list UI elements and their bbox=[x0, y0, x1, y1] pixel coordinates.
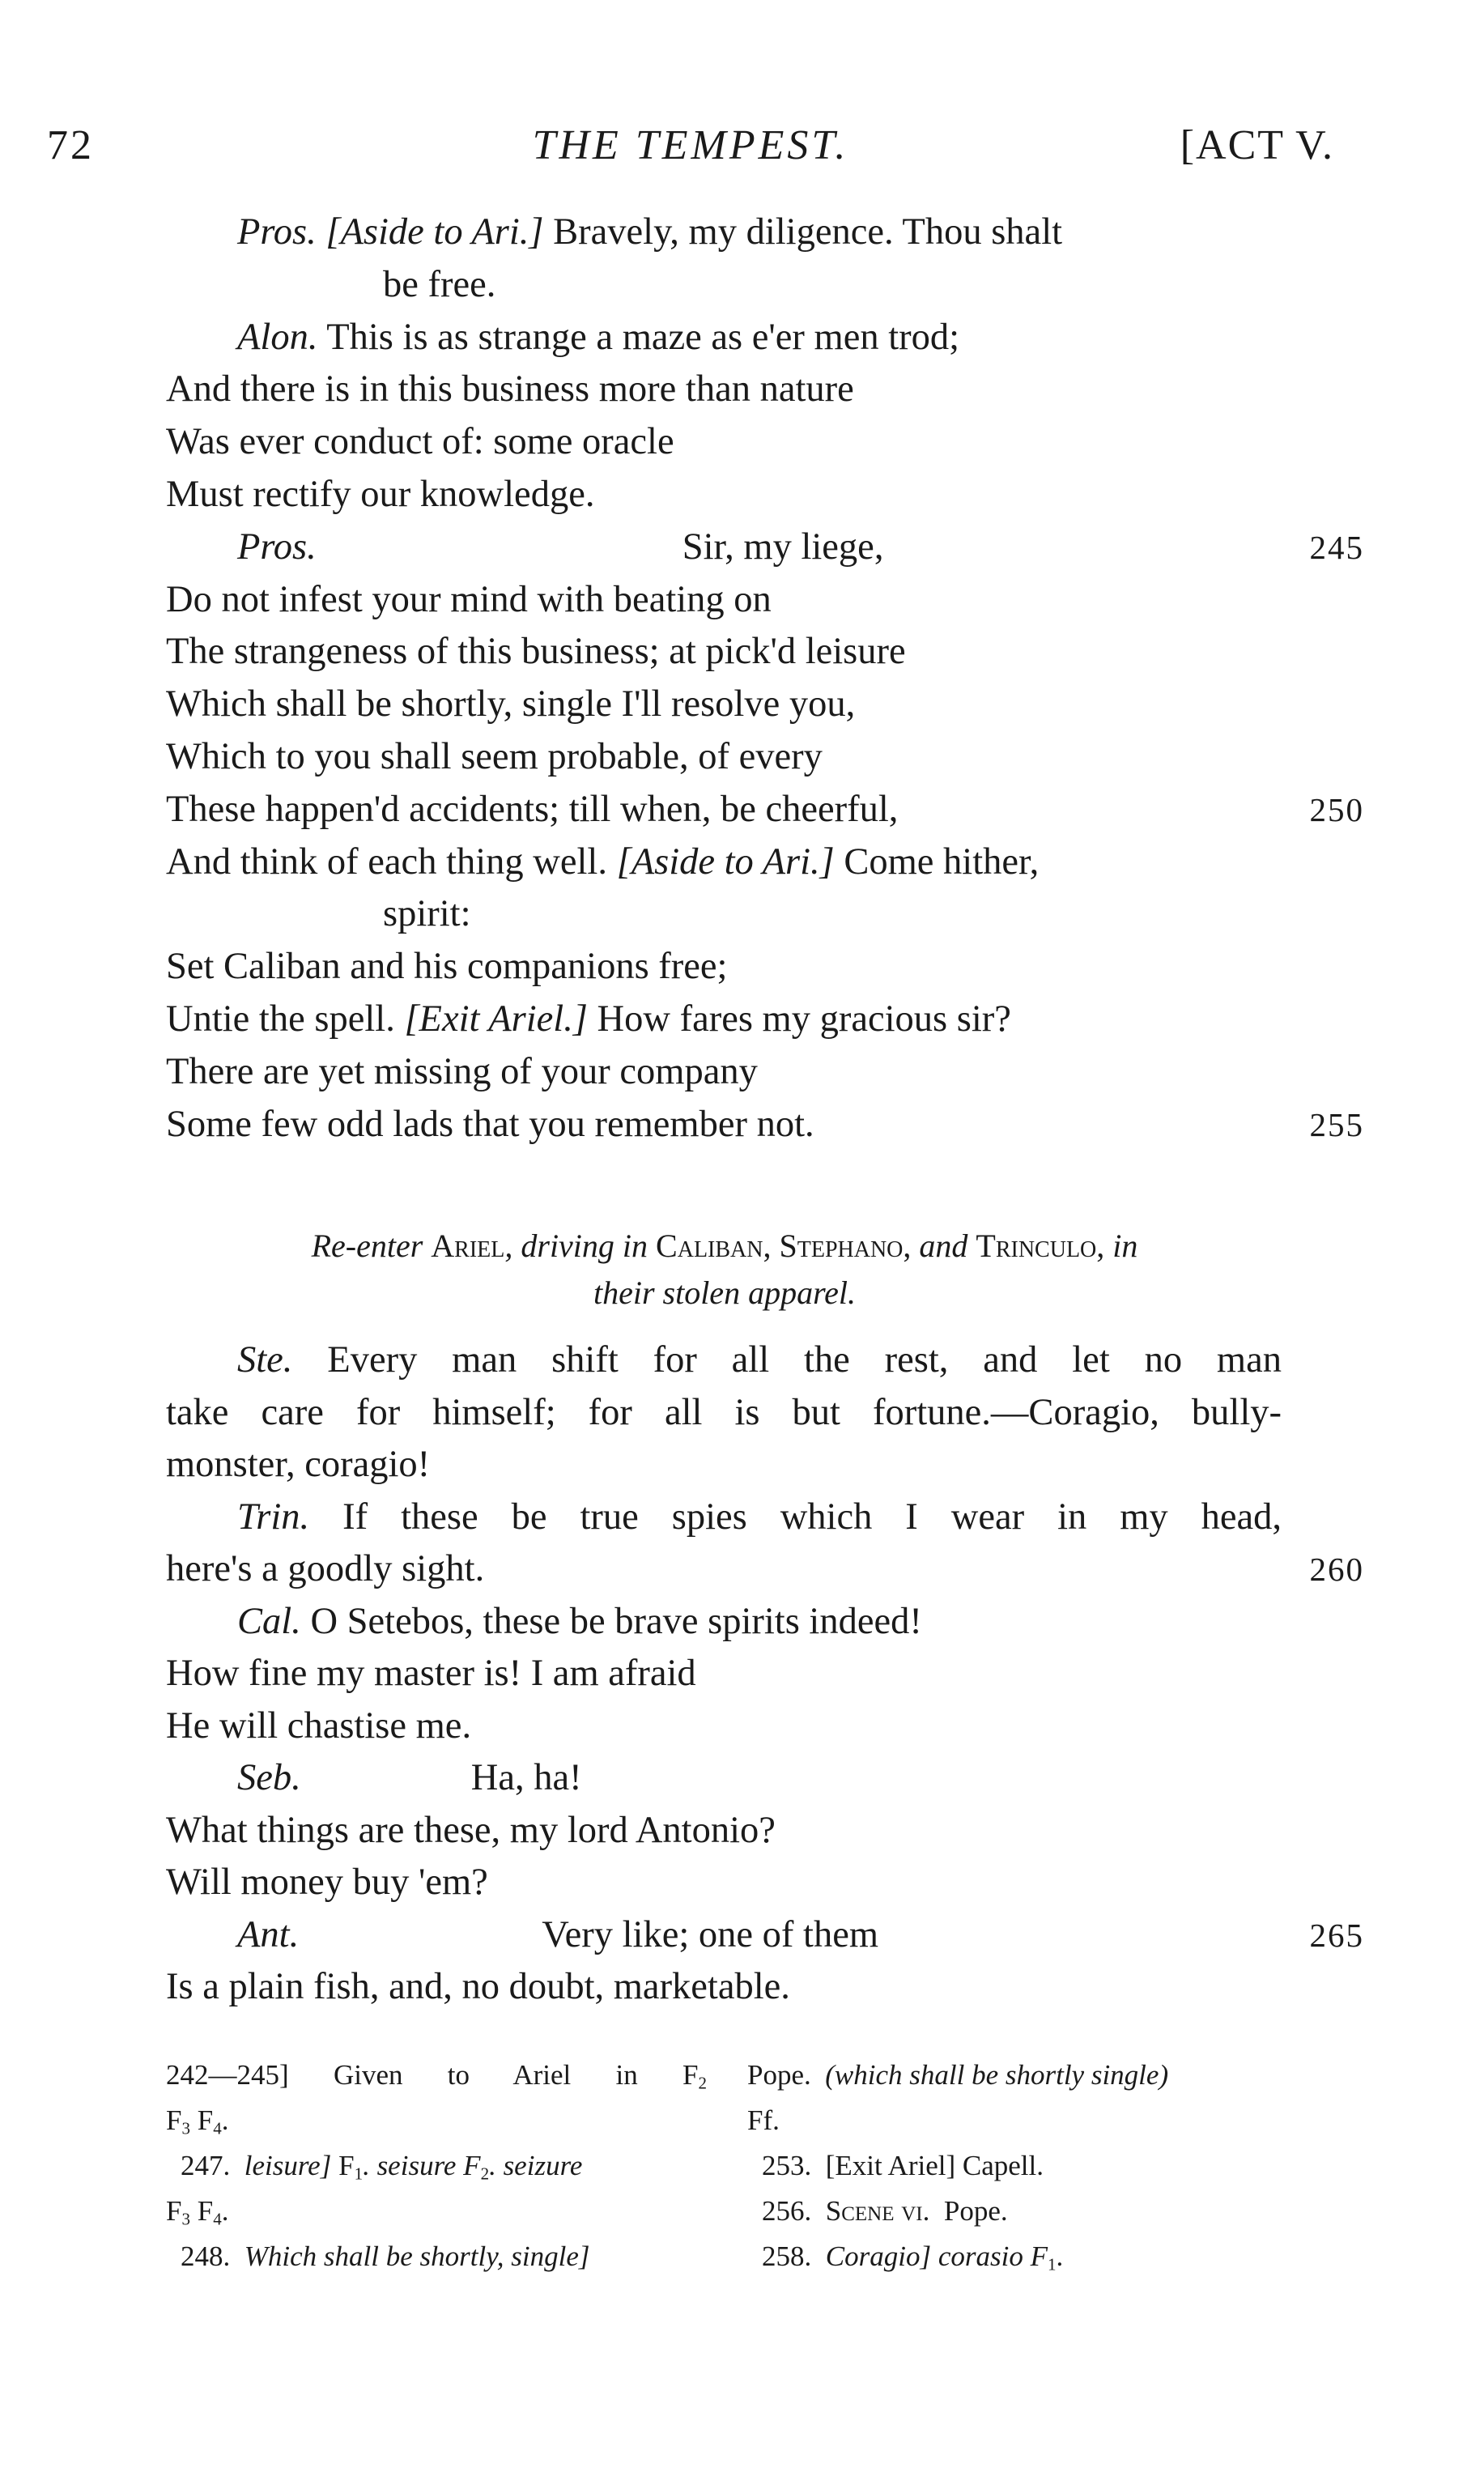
verse-line bbox=[166, 364, 1364, 416]
stage-direction-inline: [Aside to Ari.] bbox=[325, 211, 544, 253]
line-text: These happen'd accidents; till when, be cheerful, bbox=[166, 788, 899, 830]
verse-line bbox=[166, 469, 1364, 521]
note-text: [Exit Ariel] Capell. bbox=[825, 2150, 1044, 2181]
line-text: Bravely, my diligence. Thou shalt bbox=[543, 211, 1063, 253]
note-text: Pope. bbox=[747, 2059, 811, 2091]
line-text: Some few odd lads that you remember not. bbox=[166, 1103, 814, 1145]
verse-line: Will money buy 'em? bbox=[166, 1862, 488, 1903]
note-ref: 253. bbox=[762, 2150, 812, 2181]
note-text: . bbox=[221, 2195, 229, 2227]
speaker-name: Seb. bbox=[237, 1757, 301, 1798]
verse-line bbox=[166, 1099, 1364, 1151]
speaker-name: Ant. bbox=[237, 1913, 300, 1955]
note-text: Pope. bbox=[943, 2195, 1008, 2227]
note-text: Given to Ariel in F bbox=[333, 2059, 699, 2091]
note-sub: 1 bbox=[354, 2164, 364, 2184]
line-number: 260 bbox=[1309, 1551, 1364, 1588]
verse-line: Is a plain fish, and, no doubt, marketable. bbox=[166, 1966, 790, 2007]
note-line bbox=[166, 2143, 707, 2189]
verse-line bbox=[166, 312, 1364, 364]
line-number: 250 bbox=[1309, 790, 1364, 828]
note-text: Scene vi. bbox=[825, 2195, 930, 2227]
line-text: here's a goodly sight. bbox=[166, 1548, 485, 1589]
note-line bbox=[166, 2234, 707, 2279]
line-text: O Setebos, these be brave spirits indeed! bbox=[300, 1600, 922, 1642]
verse-line: What things are these, my lord Antonio? bbox=[166, 1809, 776, 1851]
verse-line bbox=[166, 836, 1364, 889]
verse-line bbox=[166, 626, 1364, 679]
verse-line bbox=[166, 574, 1364, 627]
note-text: F bbox=[197, 2104, 214, 2136]
speaker-name: Ste. bbox=[237, 1339, 293, 1381]
line-number: 245 bbox=[1309, 528, 1364, 566]
verse-line bbox=[166, 416, 1364, 469]
line-text: Do not infest your mind with beating on bbox=[166, 578, 772, 620]
note-sub: 3 bbox=[181, 2209, 190, 2229]
act-marker: [ACT V. bbox=[1180, 122, 1334, 168]
verse-line bbox=[166, 259, 1364, 312]
note-text: . seizure bbox=[489, 2150, 583, 2181]
line-text: The strangeness of this business; at pick'd leisure bbox=[166, 631, 906, 673]
line-text: Which shall be shortly, single I'll resolve you, bbox=[166, 683, 856, 726]
verse-line bbox=[166, 206, 1364, 259]
line-text: If these be true spies which I wear in my head, bbox=[309, 1496, 1282, 1538]
verse-block bbox=[166, 206, 1364, 1151]
note-ref: 247. bbox=[181, 2150, 231, 2181]
note-text: F bbox=[338, 2150, 355, 2181]
note-line bbox=[166, 2053, 707, 2098]
verse-line bbox=[166, 1596, 1282, 1649]
note-sub: 1 bbox=[1047, 2254, 1057, 2274]
note-sub: 3 bbox=[181, 2118, 190, 2138]
note-line bbox=[747, 2098, 1330, 2143]
verse-line bbox=[166, 521, 1364, 574]
note-ref: 258. bbox=[762, 2240, 812, 2272]
note-sub: 4 bbox=[213, 2209, 222, 2229]
note-ref: 248. bbox=[181, 2240, 231, 2272]
line-number: 265 bbox=[1309, 1916, 1364, 1954]
note-line bbox=[166, 2189, 707, 2234]
line-text: Untie the spell. bbox=[166, 998, 405, 1040]
character-name: Ariel bbox=[431, 1228, 505, 1264]
note-text: corasio F bbox=[938, 2240, 1048, 2272]
note-line bbox=[166, 2098, 707, 2143]
note-text: leisure] bbox=[244, 2150, 332, 2181]
speaker-name: Trin. bbox=[237, 1496, 310, 1538]
verse-line bbox=[166, 679, 1364, 731]
speaker-name: Cal. bbox=[237, 1600, 301, 1642]
verse-line bbox=[166, 731, 1364, 784]
line-number: 255 bbox=[1309, 1105, 1364, 1143]
line-text-tail: How fares my gracious sir? bbox=[587, 998, 1011, 1040]
note-sub: 2 bbox=[698, 2073, 707, 2093]
note-text: Coragio] bbox=[825, 2240, 932, 2272]
note-ref: 242—245] bbox=[166, 2059, 289, 2091]
notes-column-right bbox=[747, 2053, 1330, 2279]
verse-line: He will chastise me. bbox=[166, 1704, 472, 1747]
verse-line bbox=[166, 888, 1364, 941]
note-text: . bbox=[221, 2104, 229, 2136]
running-title: THE TEMPEST. bbox=[532, 122, 849, 168]
line-text: be free. bbox=[383, 263, 496, 305]
verse-line bbox=[166, 1752, 1282, 1805]
prose-line: monster, coragio! bbox=[166, 1444, 431, 1485]
speaker-name: Alon. bbox=[237, 316, 318, 358]
character-name: Caliban, Stephano, bbox=[656, 1228, 912, 1264]
note-text: . seisure F bbox=[363, 2150, 481, 2181]
stage-direction bbox=[130, 1223, 1320, 1317]
verse-line bbox=[166, 784, 1364, 836]
stage-direction-inline: [Aside to Ari.] bbox=[616, 840, 835, 883]
note-text: Ff. bbox=[747, 2104, 780, 2136]
prose-block bbox=[166, 1334, 1364, 2014]
note-line bbox=[747, 2234, 1330, 2279]
line-text: Ha, ha! bbox=[470, 1757, 582, 1798]
note-line bbox=[747, 2143, 1330, 2189]
sd-part: and bbox=[911, 1228, 976, 1264]
prose-line bbox=[166, 1543, 1364, 1596]
note-text: Which shall be shortly, single] bbox=[244, 2240, 590, 2272]
note-ref: 256. bbox=[762, 2195, 812, 2227]
verse-line bbox=[166, 994, 1364, 1046]
page-number: 72 bbox=[47, 122, 94, 168]
line-text: spirit: bbox=[383, 893, 471, 935]
sd-part: Re-enter bbox=[311, 1228, 432, 1264]
line-text: Which to you shall seem probable, of every bbox=[166, 735, 823, 777]
line-text-tail: Come hither, bbox=[834, 840, 1040, 883]
note-line bbox=[747, 2053, 1330, 2098]
line-text: Was ever conduct of: some oracle bbox=[166, 421, 674, 463]
verse-line bbox=[166, 941, 1364, 994]
note-line bbox=[747, 2189, 1330, 2234]
verse-line bbox=[166, 1909, 1364, 1962]
sd-part: , driving in bbox=[504, 1228, 657, 1264]
prose-line bbox=[166, 1334, 1282, 1387]
line-text: Must rectify our knowledge. bbox=[166, 473, 595, 515]
stage-direction-inline: [Exit Ariel.] bbox=[404, 998, 588, 1040]
notes-column-left bbox=[166, 2053, 707, 2279]
note-text: . bbox=[1056, 2240, 1064, 2272]
character-name: Trinculo, bbox=[976, 1228, 1105, 1264]
line-text: And there is in this business more than nature bbox=[166, 368, 854, 411]
speaker-name: Pros. bbox=[237, 526, 317, 568]
note-text: (which shall be shortly single) bbox=[825, 2059, 1169, 2091]
line-text: Every man shift for all the rest, and let no man bbox=[292, 1339, 1282, 1381]
stage-direction-line bbox=[130, 1223, 1320, 1270]
note-text: F bbox=[197, 2195, 214, 2227]
note-text: F bbox=[166, 2195, 182, 2227]
verse-line: How fine my master is! I am afraid bbox=[166, 1653, 696, 1694]
running-header bbox=[47, 121, 1334, 178]
line-text: Sir, my liege, bbox=[682, 526, 884, 568]
line-text: Very like; one of them bbox=[542, 1913, 879, 1955]
line-text: There are yet missing of your company bbox=[166, 1050, 758, 1092]
line-text: And think of each thing well. bbox=[166, 840, 617, 883]
line-text: Set Caliban and his companions free; bbox=[166, 946, 728, 988]
speaker-name: Pros. bbox=[237, 211, 317, 253]
prose-line bbox=[166, 1491, 1282, 1544]
prose-line: take care for himself; for all is but fortune.—Coragio, bully- bbox=[166, 1391, 1282, 1433]
note-sub: 4 bbox=[213, 2118, 222, 2138]
note-text: F bbox=[166, 2104, 182, 2136]
verse-line bbox=[166, 1046, 1364, 1099]
sd-part: in bbox=[1104, 1228, 1138, 1264]
note-sub: 2 bbox=[480, 2164, 490, 2184]
stage-direction-line: their stolen apparel. bbox=[593, 1274, 857, 1311]
line-text: This is as strange a maze as e'er men trod; bbox=[317, 316, 960, 358]
